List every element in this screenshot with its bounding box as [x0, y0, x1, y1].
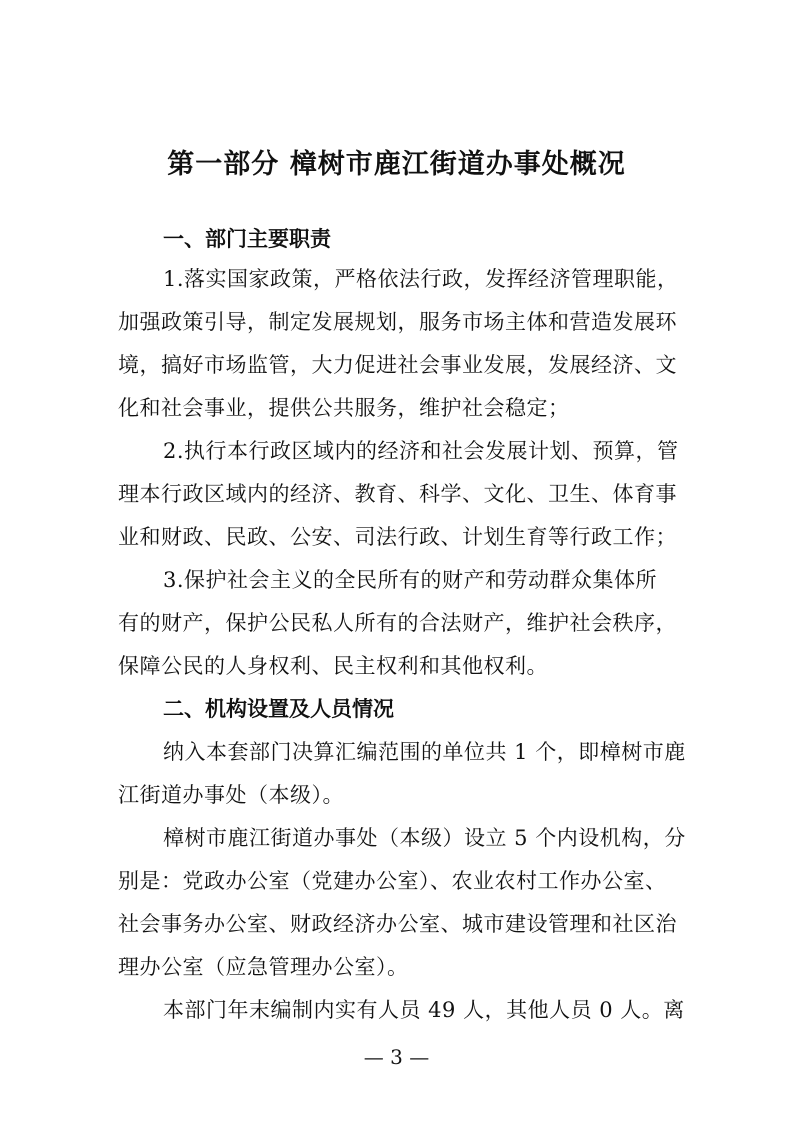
- paragraph-line: 别是：党政办公室（党建办公室）、农业农村工作办公室、: [118, 869, 667, 893]
- paragraph-line: 樟树市鹿江街道办事处（本级）设立 5 个内设机构，分: [163, 826, 686, 850]
- paragraph-line: 境，搞好市场监管，大力促进社会事业发展，发展经济、文: [118, 353, 677, 377]
- paragraph-line: 1.落实国家政策，严格依法行政，发挥经济管理职能，: [163, 267, 679, 291]
- paragraph-line: 江街道办事处（本级）。: [118, 783, 344, 807]
- page-number: — 3 —: [363, 1045, 430, 1069]
- paragraph-line: 纳入本套部门决算汇编范围的单位共 1 个，即樟树市鹿: [163, 740, 686, 764]
- paragraph-line: 保障公民的人身权利、民主权利和其他权利。: [118, 654, 548, 678]
- paragraph-line: 加强政策引导，制定发展规划，服务市场主体和营造发展环: [118, 310, 677, 334]
- paragraph-line: 本部门年末编制内实有人员 49 人，其他人员 0 人。离: [163, 998, 685, 1022]
- paragraph-line: 理办公室（应急管理办公室）。: [118, 955, 409, 979]
- paragraph-line: 化和社会事业，提供公共服务，维护社会稳定；: [118, 396, 570, 420]
- paragraph-line: 理本行政区域内的经济、教育、科学、文化、卫生、体育事: [118, 482, 677, 506]
- paragraph-line: 业和财政、民政、公安、司法行政、计划生育等行政工作；: [118, 525, 677, 549]
- section-heading-organization: 二、机构设置及人员情况: [163, 697, 394, 721]
- section-heading-responsibilities: 一、部门主要职责: [163, 227, 331, 251]
- paragraph-line: 3.保护社会主义的全民所有的财产和劳动群众集体所: [163, 568, 658, 592]
- paragraph-line: 有的财产，保护公民私人所有的合法财产，维护社会秩序，: [118, 611, 677, 635]
- document-title: 第一部分 樟树市鹿江街道办事处概况: [167, 149, 626, 180]
- paragraph-line: 社会事务办公室、财政经济办公室、城市建设管理和社区治: [118, 912, 677, 936]
- paragraph-line: 2.执行本行政区域内的经济和社会发展计划、预算，管: [163, 439, 679, 463]
